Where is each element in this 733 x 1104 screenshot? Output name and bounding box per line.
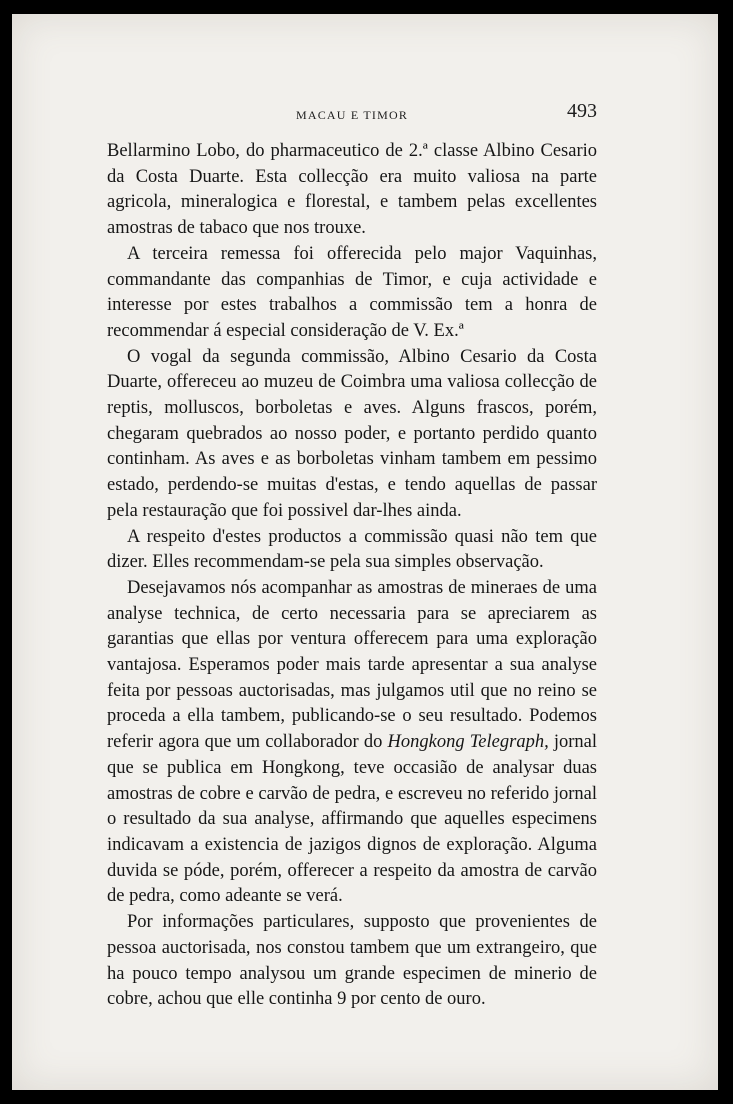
paragraph xyxy=(107,576,597,910)
paragraph: A respeito d'estes productos a commissão quasi não tem que dizer. Elles recommendam-se pela sua simples observação. xyxy=(107,526,597,573)
body-text xyxy=(107,139,597,1013)
running-title: MACAU E TIMOR xyxy=(295,108,409,122)
paragraph: Por informações particulares, supposto que provenientes de pessoa auctorisada, nos constou tambem que um extrangeiro, que ha pouco tempo analysou um grande especimen de minerio de cobre, achou que elle continha 9 por cento de ouro. xyxy=(107,912,597,1010)
paragraph: Bellarmino Lobo, do pharmaceutico de 2.ª classe Albino Cesario da Costa Duarte. Esta collecção era muito valiosa na parte agricola, mineralogica e florestal, e tambem pelas excellentes amostras de tabaco que nos trouxe. xyxy=(107,141,597,239)
paragraph-text: jornal que se publica em Hongkong, teve occasião de analysar duas amostras de cobre e carvão de pedra, e escreveu no referido jornal o resultado da sua analyse, affirmando que aquelles especimens indicavam a existencia de jazigos dignos de exploração. Alguma duvida se póde, porém, offerecer a respeito da amostra de carvão de pedra, como adeante se verá. xyxy=(107,732,597,907)
page-header xyxy=(107,100,597,130)
paragraph: A terceira remessa foi offerecida pelo major Vaquinhas, commandante das companhias de Timor, e cuja actividade e interesse por estes trabalhos a commissão tem a honra de recommendar á especial consideração de V. Ex.ª xyxy=(107,243,597,341)
paragraph: O vogal da segunda commissão, Albino Cesario da Costa Duarte, offereceu ao muzeu de Coimbra uma valiosa collecção de reptis, molluscos, borboletas e aves. Alguns frascos, porém, chegaram quebrados ao nosso poder, e portanto perdido quanto continham. As aves e as borboletas vinham tambem em pessimo estado, perdendo-se muitas d'estas, e tendo aquellas de passar pela restauração que foi possivel dar-lhes ainda. xyxy=(107,346,597,521)
page-number: 493 xyxy=(567,100,597,122)
book-page xyxy=(12,14,718,1090)
newspaper-title: Hongkong Telegraph, xyxy=(387,732,549,753)
paragraph-text: Desejavamos nós acompanhar as amostras de mineraes de uma analyse technica, de certo necessaria para se apreciarem as garantias que ellas por ventura offerecem para uma exploração vantajosa. Esperamos poder mais tarde apresentar a sua analyse feita por pessoas auctorisadas, mas julgamos util que no reino se proceda a ella tambem, publicando-se o seu resultado. Podemos referir agora que um collaborador do xyxy=(107,577,597,753)
